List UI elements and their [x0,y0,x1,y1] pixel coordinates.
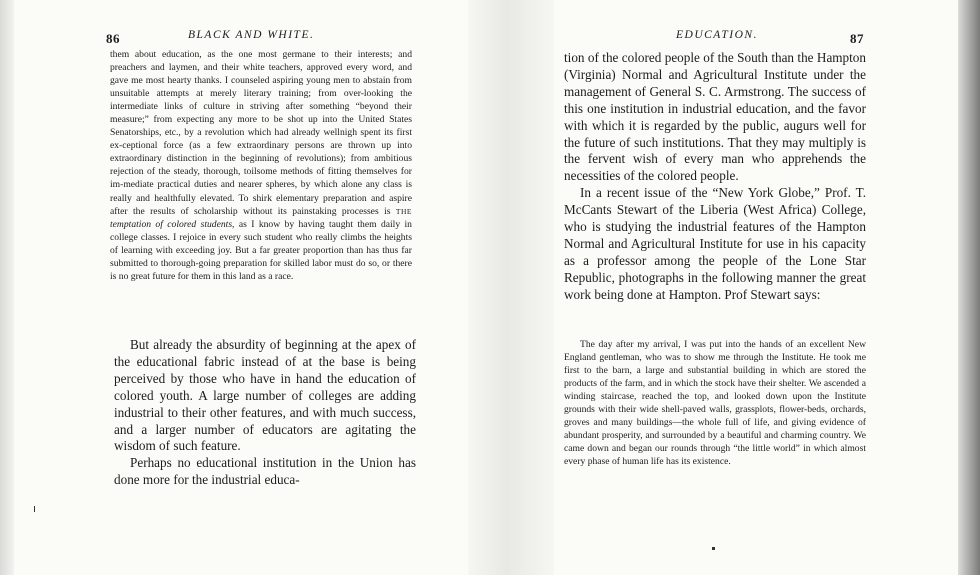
left-small-paragraph-text [110,48,412,283]
small-paragraph-part1: them about education, as the one most germane to their interests; and preachers and laymen, and their white teachers, approved every word, and gave me most hearty thanks. I counseled aspiring young men to abstain from unsuitable attempts at merely literary training; from over-looking the intermediate links of culture in striving after something “beyond their measure;” from expecting any more to be shot up into the United States Senatorships, etc., by a revolution which had already wellnigh spent its first ex-ceptional force (as a few extraordinary persons are thrown up into extraordinary distinction in the beginning of revolutions); from ambitious rejection of the steady, thorough, toilsome methods of fitting themselves for im-mediate practical duties and nearer spheres, by which alone any class is really and healthfully elevated. To shirk elementary preparation and aspire after the results of scholarship without its painstaking processes is [110,49,412,217]
right-page-number: 87 [850,31,864,46]
right-page-edge [958,0,980,575]
right-quotation-text: The day after my arrival, I was put into the hands of an excellent New England gentleman, who was to show me through the Institute. He took me first to the barn, a large and substantial building in which are stored the products of the farm, and in which the stock have their shelter. We ascended a winding staircase, reached the top, and looked down upon the Institute grounds with their wide shell-paved walls, grassplots, flower-beds, orchards, groves and many buildings—the whole full of life, and giving evidence of abundant prosperity, and surrounded by a beautiful and charming country. We came down and began our rounds through “the little world” in which almost every phase of human life has its existence. [564,339,866,468]
left-page-edge [0,0,14,575]
left-page-number: 86 [106,31,120,46]
scan-speck [712,547,715,550]
right-paragraph-2: In a recent issue of the “New York Globe,” Prof. T. McCants Stewart of the Liberia (West Africa) College, who is studying the industrial features of the Hampton Normal and Agricultural Institute for use in his capacity as a professor among the people of the Lone Star Republic, photographs in the following manner the great work being done at Hampton. Prof Stewart says: [564,185,866,302]
right-quotation [564,338,866,468]
left-large-text [114,337,416,489]
right-paragraph-1: tion of the colored people of the South than the Hampton (Virginia) Normal and Agricultural Institute under the management of General S. C. Armstrong. The success of this one institution in industrial education, and the favor with which it is regarded by the public, augurs well for the future of such institutions. That they may multiply is the fervent wish of every man who apprehends the necessities of the colored people. [564,50,866,184]
small-paragraph-part2: as I know by having taught them daily in college classes. I rejoice in every such student who really climbs the heights of learning with exceeding joy. But a far greater proportion than has thus far submitted to thorough-going preparation for skilled labor must do so, or there is no great future for them in this land as a race. [110,218,412,282]
right-running-head: EDUCATION. [676,29,758,41]
book-gutter [468,0,554,575]
italic-phrase: temptation of colored students, [110,218,235,230]
scan-speck [34,506,35,512]
left-small-paragraph [110,48,412,283]
left-paragraph-2: But already the absurdity of beginning at the apex of the educational fabric instead of at the base is being perceived by those who have in hand the education of colored youth. A large number of colleges are adding industrial to their other features, and with much success, and a larger number of educators are agitating the wisdom of such feature. [114,337,416,454]
left-paragraph-3: Perhaps no educational institution in the Union has done more for the industrial educa- [114,455,416,488]
right-large-text [564,50,866,304]
left-running-head: BLACK AND WHITE. [188,29,315,41]
small-caps-word: THE [395,206,413,216]
